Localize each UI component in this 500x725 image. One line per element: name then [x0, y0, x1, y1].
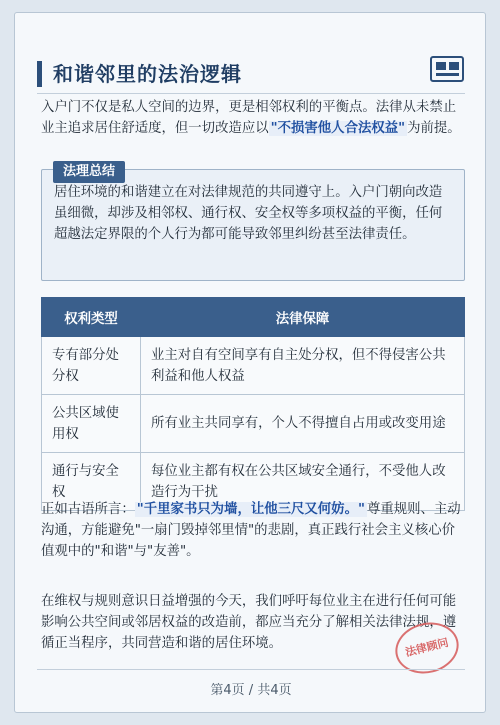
- rights-table: [41, 297, 465, 511]
- table-header-protection: 法律保障: [141, 298, 465, 337]
- table-cell: 业主对自有空间享有自主处分权，但不得侵害公共利益和他人权益: [141, 337, 465, 395]
- summary-tag: 法理总结: [53, 161, 125, 183]
- table-cell: 每位业主都有权在公共区域安全通行，不受他人改造行为干扰: [141, 453, 465, 511]
- intro-highlight: "不损害他人合法权益": [270, 121, 406, 136]
- document-page: [14, 12, 486, 713]
- table-row: [42, 395, 465, 453]
- news-card-icon: [430, 56, 464, 82]
- title-divider: [37, 93, 465, 94]
- title-accent-bar: [37, 61, 42, 87]
- page-number: 第4页 / 共4页: [210, 683, 292, 698]
- closing-paragraph: 在维权与规则意识日益增强的今天，我们呼吁每位业主在进行任何可能影响公共空间或邻居权益的改造前，都应当充分了解相关法律法规，遵循正当程序，共同营造和谐的居住环境。: [41, 594, 457, 651]
- table-cell: 所有业主共同享有，个人不得擅自占用或改变用途: [141, 395, 465, 453]
- table-cell: 公共区域使用权: [42, 395, 141, 453]
- proverb-highlight: "千里家书只为墙，让他三尺又何妨。": [136, 502, 365, 517]
- legal-advisor-stamp: 法律顾问: [390, 616, 464, 680]
- table-cell: 通行与安全权: [42, 453, 141, 511]
- legal-summary-box: [41, 169, 465, 281]
- footer-divider: [37, 669, 465, 670]
- intro-paragraph: 入户门不仅是私人空间的边界，更是相邻权利的平衡点。法律从未禁止业主追求居住舒适度，但一切改造应以 "不损害他人合法权益" 为前提。: [41, 100, 461, 136]
- page-title: 和谐邻里的法治逻辑: [53, 62, 242, 86]
- table-row: [42, 337, 465, 395]
- summary-text: 居住环境的和谐建立在对法律规范的共同遵守上。入户门朝向改造虽细微，却涉及相邻权、通行权、安全权等多项权益的平衡，任何超越法定界限的个人行为都可能导致邻里纠纷甚至法律责任。: [54, 185, 443, 242]
- proverb-paragraph: 正如古语所言： "千里家书只为墙，让他三尺又何妨。" 尊重规则、主动沟通，方能避免"一扇门毁掉邻里情"的悲剧，真正践行社会主义核心价值观中的"和谐"与"友善"。: [41, 502, 461, 559]
- table-cell: 专有部分处分权: [42, 337, 141, 395]
- table-header-type: 权利类型: [42, 298, 141, 337]
